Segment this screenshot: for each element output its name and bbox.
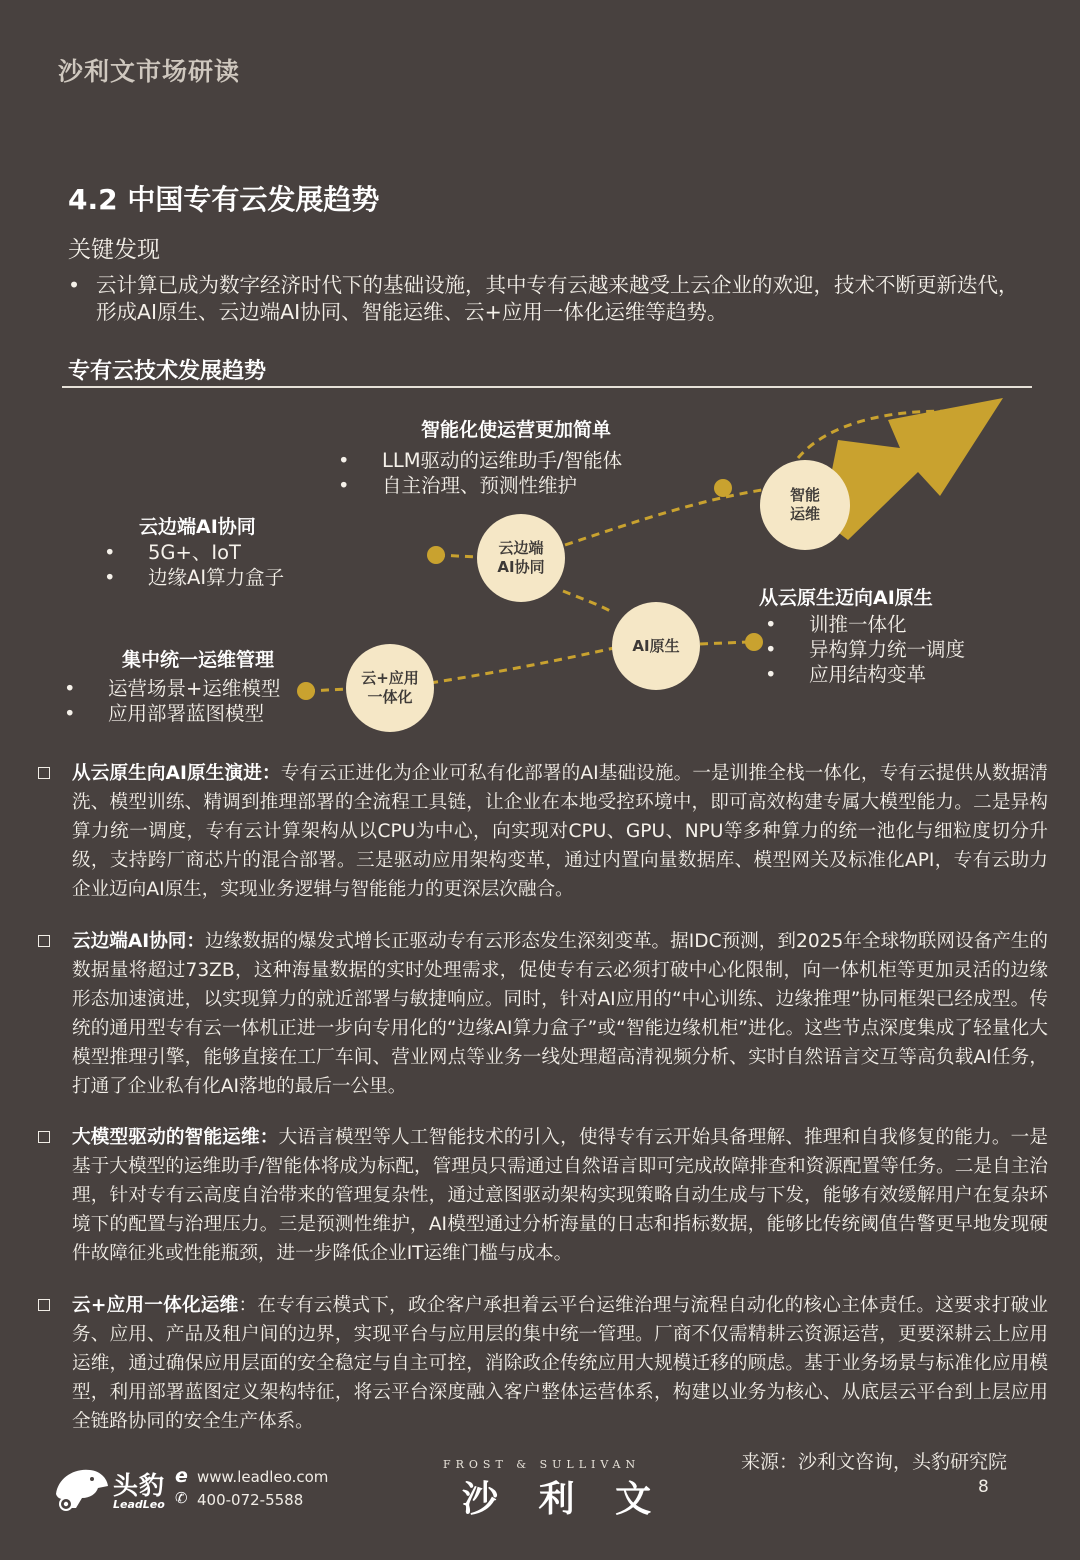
website-link[interactable]: www.leadleo.com — [197, 1468, 329, 1486]
list-item: • 异构算力统一调度 — [765, 637, 965, 662]
checkbox-bullet-icon — [38, 767, 50, 779]
frost-sullivan-logo-en: FROST & SULLIVAN — [443, 1458, 641, 1471]
group-ops-list — [338, 448, 622, 498]
checkbox-bullet-icon — [38, 1131, 50, 1143]
group-ai-title: 从云原生迈向AI原生 — [759, 587, 933, 609]
list-item: • 自主治理、预测性维护 — [338, 473, 622, 498]
paragraph-lead: 大模型驱动的智能运维： — [72, 1127, 279, 1148]
diagram-title: 专有云技术发展趋势 — [68, 359, 267, 384]
header-brand: 沙利文市场研读 — [58, 57, 241, 86]
phone-number: 400-072-5588 — [197, 1491, 304, 1509]
checkbox-bullet-icon — [38, 935, 50, 947]
paragraph-ai-native — [38, 759, 1048, 904]
group-ai-list — [765, 612, 965, 687]
leopard-logo-icon — [52, 1464, 110, 1512]
list-item: • 运营场景+运维模型 — [64, 676, 280, 701]
checkbox-bullet-icon — [38, 1299, 50, 1311]
list-item: • 边缘AI算力盒子 — [104, 565, 284, 590]
node-edge-ai — [477, 514, 565, 602]
group-ops-title: 智能化使运营更加简单 — [421, 419, 612, 441]
leadleo-logo-text: 头豹 — [113, 1471, 166, 1500]
page-number: 8 — [978, 1477, 989, 1497]
key-finding-text: 云计算已成为数字经济时代下的基础设施，其中专有云越来越受上云企业的欢迎，技术不断更新迭代，形成AI原生、云边端AI协同、智能运维、云+应用一体化运维等趋势。 — [96, 273, 1019, 324]
list-item: • 训推一体化 — [765, 612, 965, 637]
group-app-title: 集中统一运维管理 — [122, 649, 275, 671]
paragraph-lead: 云+应用一体化运维 — [72, 1295, 239, 1316]
leadleo-logo-subtext: LeadLeo — [113, 1498, 165, 1511]
paragraph-edge-ai — [38, 927, 1048, 1101]
group-edge-title: 云边端AI协同 — [139, 516, 256, 538]
node-intelligent-ops-label: 智能 运维 — [789, 486, 820, 523]
paragraph-text: ：在专有云模式下，政企客户承担着云平台运维治理与流程自动化的核心主体责任。这要求打破业务、应用、产品及租户间的边界，实现平台与应用层的集中统一管理。厂商不仅需精耕云资源运营，更要深耕云上应用运维，通过确保应用层面的安全稳定与自主可控，消除政企传统应用大规模迁移的顾虑。基于业务场景与标准化应用模型，利用部署蓝图定义架构特征，将云平台深度融入客户整体运营体系，构建以业务为核心、从底层云平台到上层应用全链路协同的安全生产体系。 — [72, 1295, 1048, 1432]
connector-dot — [714, 479, 732, 497]
section-title: 4.2 中国专有云发展趋势 — [68, 183, 380, 216]
node-ai-native-label: AI原生 — [632, 636, 680, 655]
node-intelligent-ops — [760, 460, 850, 550]
paragraph-intelligent-ops — [38, 1123, 1048, 1268]
web-icon: e — [175, 1465, 188, 1487]
group-app-list — [64, 676, 280, 726]
dashed-connector — [700, 642, 748, 644]
paragraph-lead: 云边端AI协同： — [72, 931, 205, 952]
node-ai-native — [612, 602, 700, 690]
connector-dot — [297, 682, 315, 700]
connector-dot — [427, 546, 445, 564]
list-item: • LLM驱动的运维助手/智能体 — [338, 448, 622, 473]
paragraph-text: 专有云正进化为企业可私有化部署的AI基础设施。一是训推全栈一体化，专有云提供从数据清洗、模型训练、精调到推理部署的全流程工具链，让企业在本地受控环境中，即可高效构建专属大模型能力。二是异构算力统一调度，专有云计算架构从以CPU为中心，向实现对CPU、GPU、NPU等多种算力的统一池化与细粒度切分升级，支持跨厂商芯片的混合部署。三是驱动应用架构变革，通过内置向量数据库、模型网关及标准化API，专有云助力企业迈向AI原生，实现业务逻辑与智能能力的更深层次融合。 — [72, 763, 1048, 900]
paragraph-lead: 从云原生向AI原生演进： — [72, 763, 281, 784]
list-item: • 应用结构变革 — [765, 662, 965, 687]
paragraph-cloud-app-ops — [38, 1291, 1048, 1436]
dashed-connector — [563, 591, 612, 612]
phone-icon: ✆ — [175, 1489, 188, 1507]
paragraph-text: 大语言模型等人工智能技术的引入，使得专有云开始具备理解、推理和自我修复的能力。一是基于大模型的运维助手/智能体将成为标配，管理员只需通过自然语言即可完成故障排查和资源配置等任务。二是自主治理，针对专有云高度自治带来的管理复杂性，通过意图驱动架构实现策略自动生成与下发，能够有效缓解用户在复杂环境下的配置与治理压力。三是预测性维护，AI模型通过分析海量的日志和指标数据，能够比传统阈值告警更早地发现硬件故障征兆或性能瓶颈，进一步降低企业IT运维门槛与成本。 — [72, 1127, 1048, 1264]
list-item: • 5G+、IoT — [104, 540, 284, 565]
node-cloud-app-label: 云+应用 一体化 — [361, 669, 419, 706]
bullet-icon: • — [68, 273, 81, 297]
frost-sullivan-logo-cn: 沙 利 文 — [462, 1479, 666, 1520]
paragraph-text: 边缘数据的爆发式增长正驱动专有云形态发生深刻变革。据IDC预测，到2025年全球物联网设备产生的数据量将超过73ZB，这种海量数据的实时处理需求，促使专有云必须打破中心化限制，向一体机柜等更加灵活的边缘形态加速演进，以实现算力的就近部署与敏捷响应。同时，针对AI应用的“中心训练、边缘推理”协同框架已经成型。传统的通用型专有云一体机正进一步向专用化的“边缘AI算力盒子”或“智能边缘机柜”进化。这些节点深度集成了轻量化大模型推理引擎，能够直接在工厂车间、营业网点等业务一线处理超高清视频分析、实时自然语言交互等高负载AI任务，打通了企业私有化AI落地的最后一公里。 — [72, 931, 1048, 1097]
list-item: • 应用部署蓝图模型 — [64, 701, 280, 726]
key-findings-heading: 关键发现 — [68, 237, 160, 263]
group-edge-list — [104, 540, 284, 590]
source-note: 来源：沙利文咨询，头豹研究院 — [741, 1451, 1008, 1473]
connector-dot — [745, 633, 763, 651]
trend-arrow — [822, 398, 1003, 540]
node-cloud-app — [346, 644, 434, 732]
node-edge-ai-label: 云边端 AI协同 — [497, 539, 545, 576]
dashed-connector — [565, 490, 762, 545]
dashed-connector — [430, 648, 614, 683]
